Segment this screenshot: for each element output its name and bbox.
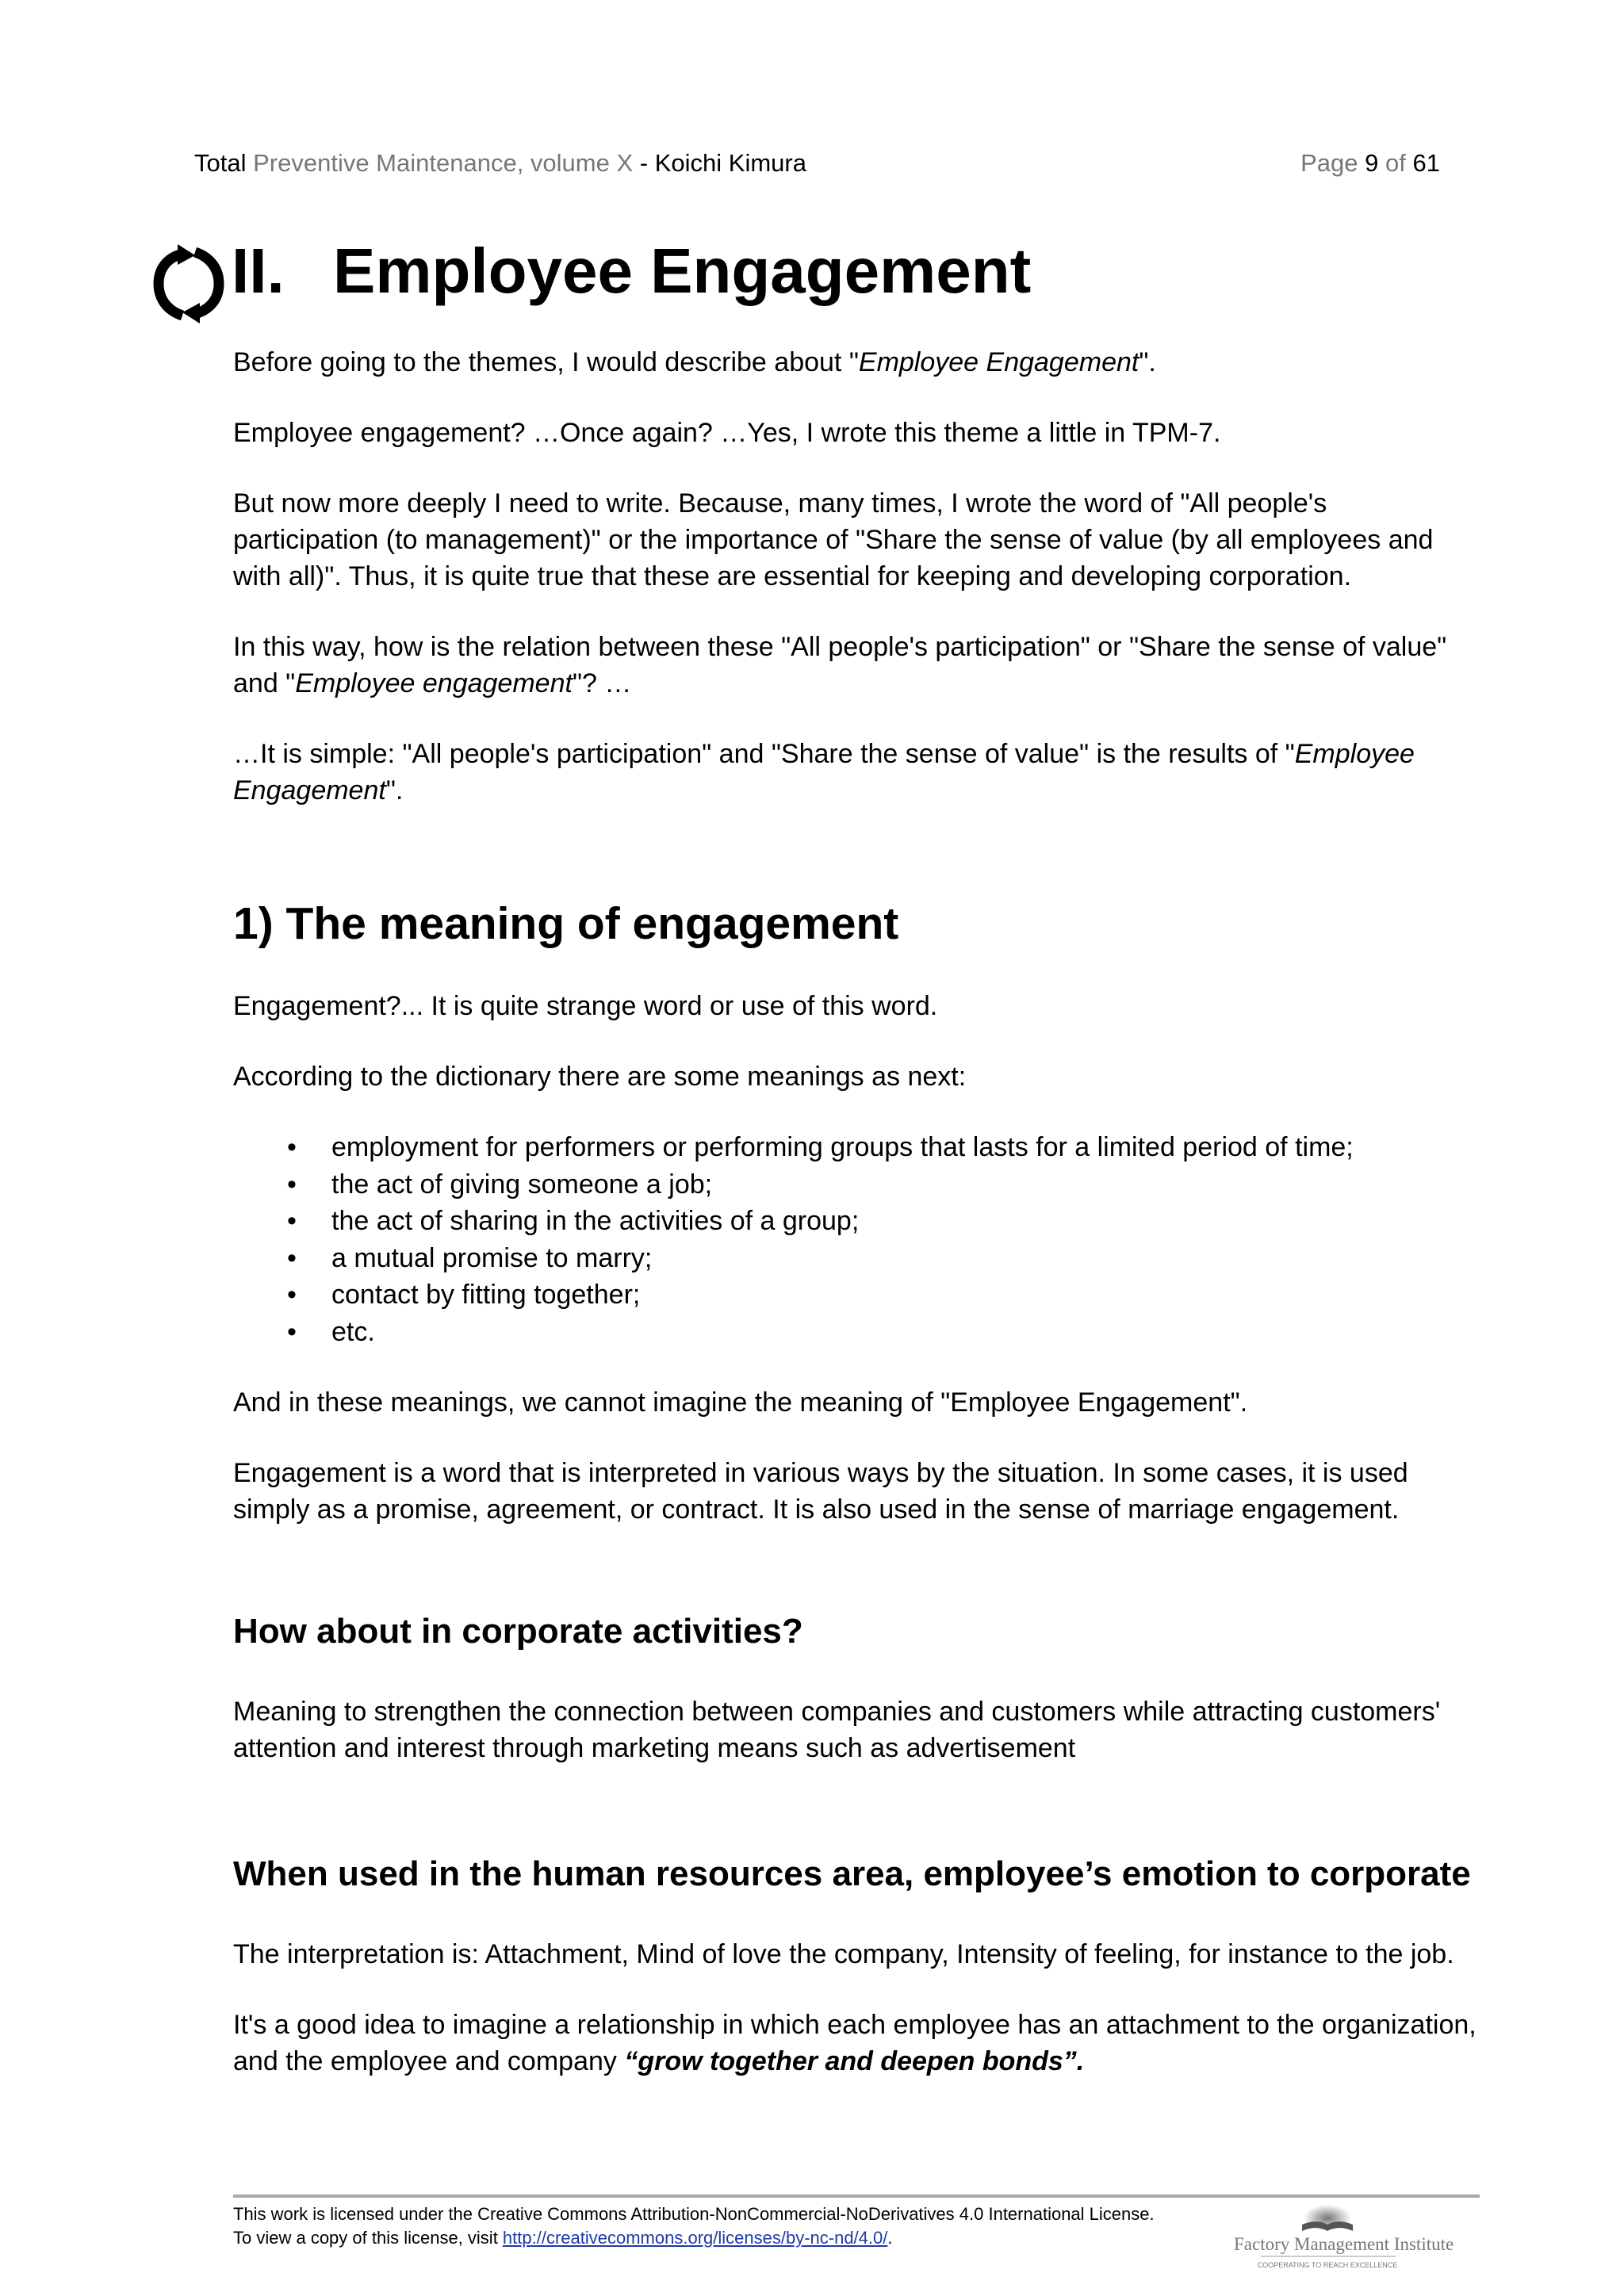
license-link[interactable]: http://creativecommons.org/licenses/by-nc-nd/4.0/ [502,2228,888,2248]
chapter-number: II. [232,235,285,306]
cycle-arrows-icon [151,244,227,323]
list-item: • the act of sharing in the activities of a group; [287,1206,860,1236]
corporate-section [233,1693,1480,1766]
intro-paragraph-1: Before going to the themes, I would describe about "Employee Engagement". [233,347,1156,377]
list-item: • contact by fitting together; [287,1280,641,1310]
hr-section [233,1936,1480,2080]
list-item: • the act of giving someone a job; [287,1169,713,1200]
page-number: Page 9 of 61 [1300,149,1440,177]
meaning-paragraph-4: Engagement is a word that is interpreted in various ways by the situation. In some cases, it is used simply as a promise, agreement, or contract. It is also used in the sense of marriage engagement. [233,1458,1408,1525]
hr-paragraph-2: It's a good idea to imagine a relationship in which each employee has an attachment to the organization, and the employee and company “grow together and deepen bonds”. [233,2010,1477,2076]
meaning-section [233,988,1480,1528]
intro-paragraph-5: …It is simple: "All people's participation" and "Share the sense of value" is the results of "Employee Engagement". [233,739,1415,806]
header-doc-title: Total Preventive Maintenance, volume X - Koichi Kimura [194,149,806,177]
subheading-corporate: How about in corporate activities? [233,1612,803,1651]
chapter-heading [232,232,1031,311]
intro-paragraph-3: But now more deeply I need to write. Because, many times, I wrote the word of "All people's participation (to management)" or the importance of "Share the sense of value (by all employees and with all)". Thus, it is quite true that these are essential for keeping and developing corporation. [233,488,1434,591]
footer-rule [233,2195,1480,2198]
license-line-1: This work is licensed under the Creative Commons Attribution-NonCommercial-NoDerivatives 4.0 International License. [233,2204,1155,2224]
logo-tagline-text: COOPERATING TO REACH EXCELLENCE [1257,2261,1398,2269]
meaning-paragraph-1: Engagement?... It is quite strange word or use of this word. [233,991,938,1021]
meaning-paragraph-3: And in these meanings, we cannot imagine the meaning of "Employee Engagement". [233,1387,1248,1418]
definition-list [233,1129,1480,1350]
chapter-title: Employee Engagement [333,235,1032,306]
running-header [194,147,1440,179]
factory-management-institute-logo [1234,2201,1454,2277]
intro-paragraph-2: Employee engagement? …Once again? …Yes, I wrote this theme a little in TPM-7. [233,418,1221,448]
license-notice [233,2202,1155,2250]
meaning-paragraph-2: According to the dictionary there are some meanings as next: [233,1062,967,1092]
list-item: • employment for performers or performing groups that lasts for a limited period of time; [287,1132,1354,1162]
list-item: • etc. [287,1316,375,1347]
logo-name-text: Factory Management Institute [1234,2234,1454,2254]
intro-section [233,344,1480,809]
list-item: • a mutual promise to marry; [287,1242,653,1273]
intro-paragraph-4: In this way, how is the relation between these "All people's participation" or "Share the sense of value" and "Employee engagement"? … [233,632,1447,698]
section-heading-meaning: 1) The meaning of engagement [233,898,899,949]
subheading-hr: When used in the human resources area, employee’s emotion to corporate [233,1854,1471,1893]
license-line-2: To view a copy of this license, visit http://creativecommons.org/licenses/by-nc-nd/4.0/. [233,2228,893,2248]
hr-paragraph-1: The interpretation is: Attachment, Mind of love the company, Intensity of feeling, for instance to the job. [233,1939,1454,1969]
corporate-paragraph: Meaning to strengthen the connection between companies and customers while attracting customers' attention and interest through marketing means such as advertisement [233,1697,1441,1763]
